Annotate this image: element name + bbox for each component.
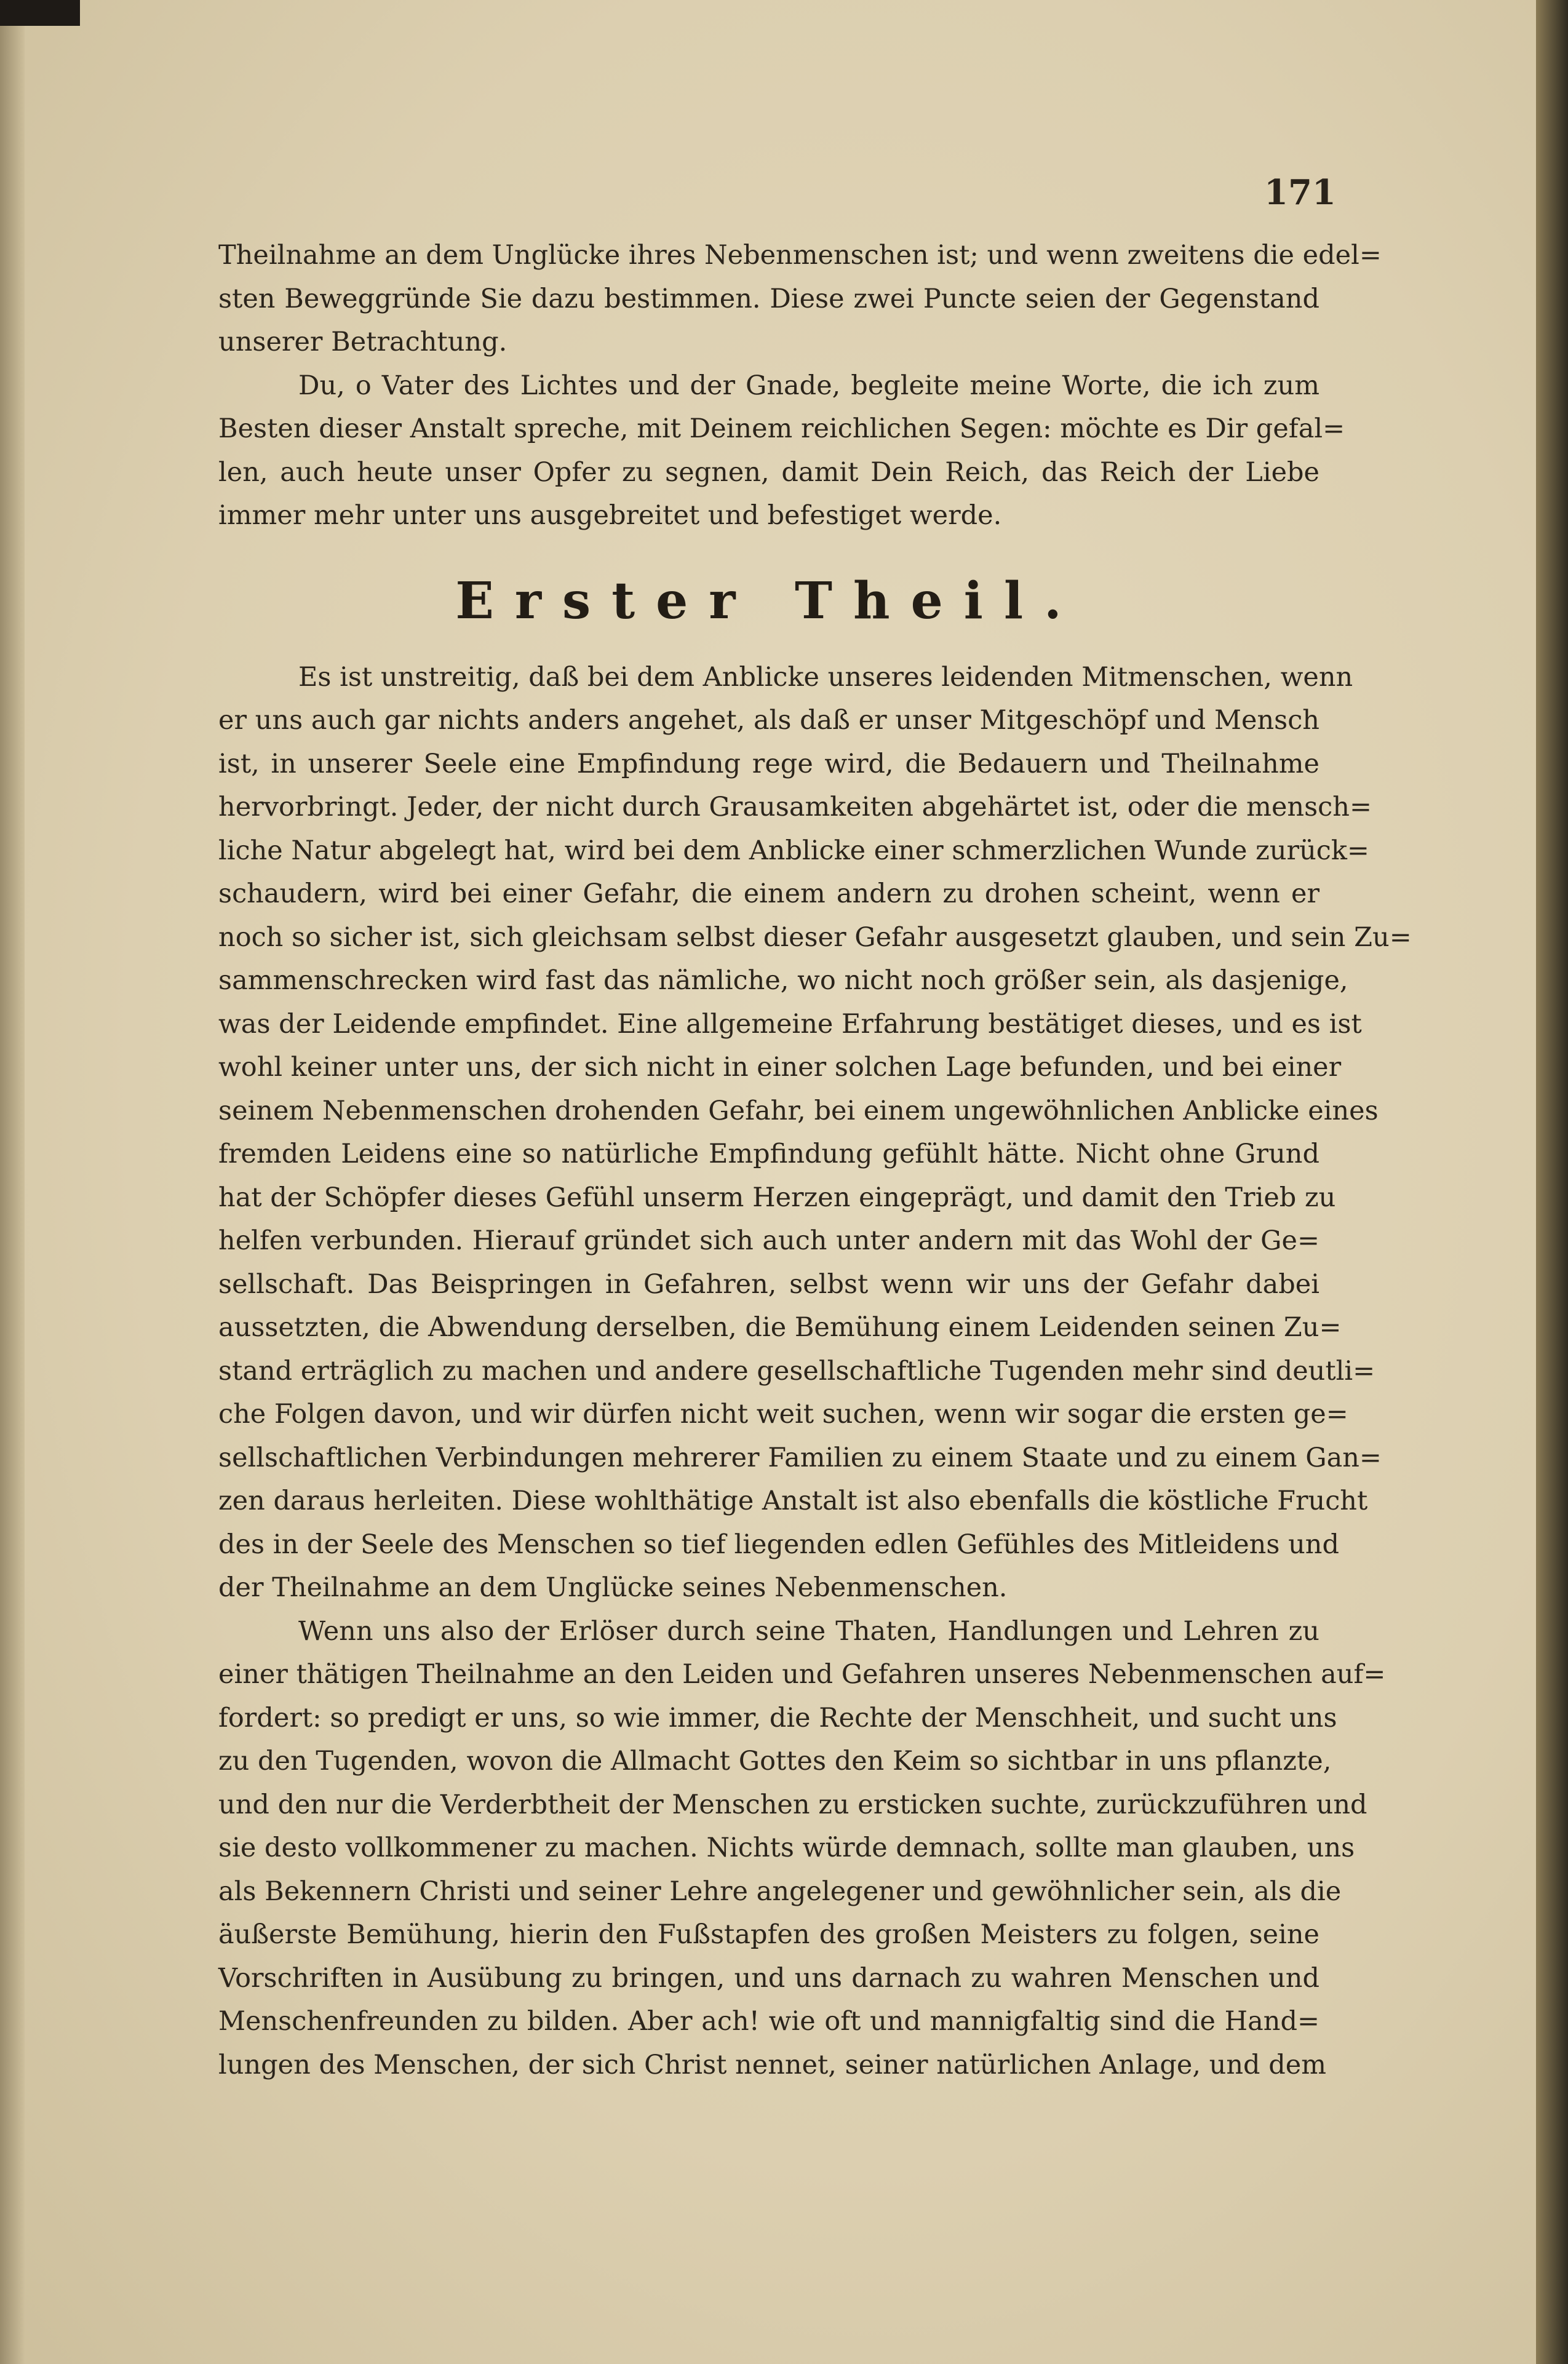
- paragraph-1: [218, 656, 1412, 1610]
- text-line: lungen des Menschen, der sich Christ nennet, seiner natürlichen Anlage, und dem: [218, 2049, 1327, 2080]
- text-line: äußerste Bemühung, hierin den Fußstapfen des großen Meisters zu folgen, seine: [218, 1919, 1319, 1950]
- text-line: sammenschrecken wird fast das nämliche, wo nicht noch größer sein, als dasjenige,: [218, 965, 1348, 996]
- page-number: 171: [1264, 172, 1336, 213]
- text-line: Wenn uns also der Erlöser durch seine Thaten, Handlungen und Lehren zu: [298, 1615, 1319, 1647]
- text-line: ist, in unserer Seele eine Empfindung rege wird, die Bedauern und Theilnahme: [218, 748, 1319, 779]
- text-line: Menschenfreunden zu bilden. Aber ach! wie oft und mannigfaltig sind die Hand=: [218, 2006, 1319, 2037]
- text-line: stand erträglich zu machen und andere gesellschaftliche Tugenden mehr sind deutli=: [218, 1355, 1375, 1387]
- section-heading: Erster Theil.: [455, 571, 1083, 631]
- page-edge: [1536, 0, 1568, 2364]
- text-line: len, auch heute unser Opfer zu segnen, damit Dein Reich, das Reich der Liebe: [218, 456, 1319, 488]
- paragraph-2: [218, 1610, 1386, 2087]
- intro-paragraph: [218, 234, 1382, 364]
- binding-tab: [0, 0, 80, 26]
- page-gutter-shadow: [0, 0, 25, 2364]
- text-line: Theilnahme an dem Unglücke ihres Nebenmenschen ist; und wenn zweitens die edel=: [218, 240, 1382, 271]
- body-text: [218, 234, 1412, 2087]
- text-line: und den nur die Verderbtheit der Menschen zu ersticken suchte, zurückzuführen und: [218, 1789, 1367, 1820]
- text-line: was der Leidende empfindet. Eine allgemeine Erfahrung bestätiget dieses, und es ist: [218, 1008, 1362, 1040]
- text-line: Besten dieser Anstalt spreche, mit Deinem reichlichen Segen: möchte es Dir gefal=: [218, 413, 1345, 444]
- text-line: sten Beweggründe Sie dazu bestimmen. Diese zwei Puncte seien der Gegenstand: [218, 283, 1319, 314]
- text-line: unserer Betrachtung.: [218, 327, 507, 357]
- text-line: immer mehr unter uns ausgebreitet und befestiget werde.: [218, 500, 1002, 531]
- text-line: liche Natur abgelegt hat, wird bei dem Anblicke einer schmerzlichen Wunde zurück=: [218, 835, 1369, 866]
- text-line: hervorbringt. Jeder, der nicht durch Grausamkeiten abgehärtet ist, oder die mensch=: [218, 792, 1372, 822]
- text-line: schaudern, wird bei einer Gefahr, die einem andern zu drohen scheint, wenn er: [218, 878, 1319, 909]
- text-line: sie desto vollkommener zu machen. Nichts würde demnach, sollte man glauben, uns: [218, 1833, 1355, 1863]
- text-line: wohl keiner unter uns, der sich nicht in einer solchen Lage befunden, und bei einer: [218, 1052, 1342, 1083]
- text-line: Du, o Vater des Lichtes und der Gnade, begleite meine Worte, die ich zum: [298, 370, 1319, 401]
- text-line: noch so sicher ist, sich gleichsam selbst dieser Gefahr ausgesetzt glauben, und sein Zu=: [218, 921, 1412, 953]
- text-line: zu den Tugenden, wovon die Allmacht Gottes den Keim so sichtbar in uns pflanzte,: [218, 1746, 1332, 1777]
- text-line: der Theilnahme an dem Unglücke seines Nebenmenschen.: [218, 1572, 1008, 1603]
- text-line: helfen verbunden. Hierauf gründet sich auch unter andern mit das Wohl der Ge=: [218, 1225, 1319, 1256]
- text-line: einer thätigen Theilnahme an den Leiden und Gefahren unseres Nebenmenschen auf=: [218, 1659, 1386, 1690]
- text-line: als Bekennern Christi und seiner Lehre angelegener und gewöhnlicher sein, als die: [218, 1876, 1342, 1907]
- prayer-paragraph: [218, 364, 1345, 538]
- text-line: hat der Schöpfer dieses Gefühl unserm Herzen eingeprägt, und damit den Trieb zu: [218, 1182, 1336, 1213]
- text-line: seinem Nebenmenschen drohenden Gefahr, bei einem ungewöhnlichen Anblicke eines: [218, 1095, 1379, 1126]
- text-line: sellschaft. Das Beispringen in Gefahren, selbst wenn wir uns der Gefahr dabei: [218, 1268, 1319, 1300]
- text-line: aussetzten, die Abwendung derselben, die Bemühung einem Leidenden seinen Zu=: [218, 1312, 1342, 1343]
- text-line: Vorschriften in Ausübung zu bringen, und uns darnach zu wahren Menschen und: [218, 1962, 1319, 1994]
- text-line: che Folgen davon, und wir dürfen nicht weit suchen, wenn wir sogar die ersten ge=: [218, 1399, 1348, 1430]
- text-line: zen daraus herleiten. Diese wohlthätige Anstalt ist also ebenfalls die köstliche Frucht: [218, 1486, 1368, 1516]
- text-line: sellschaftlichen Verbindungen mehrerer Familien zu einem Staate und zu einem Gan=: [218, 1442, 1382, 1473]
- text-line: fremden Leidens eine so natürliche Empfindung gefühlt hätte. Nicht ohne Grund: [218, 1139, 1319, 1169]
- text-line: des in der Seele des Menschen so tief liegenden edlen Gefühles des Mitleidens und: [218, 1529, 1340, 1560]
- text-line: Es ist unstreitig, daß bei dem Anblicke unseres leidenden Mitmenschen, wenn: [298, 661, 1353, 693]
- text-line: fordert: so predigt er uns, so wie immer, die Rechte der Menschheit, und sucht uns: [218, 1702, 1337, 1733]
- text-line: er uns auch gar nichts anders angehet, als daß er unser Mitgeschöpf und Mensch: [218, 705, 1319, 736]
